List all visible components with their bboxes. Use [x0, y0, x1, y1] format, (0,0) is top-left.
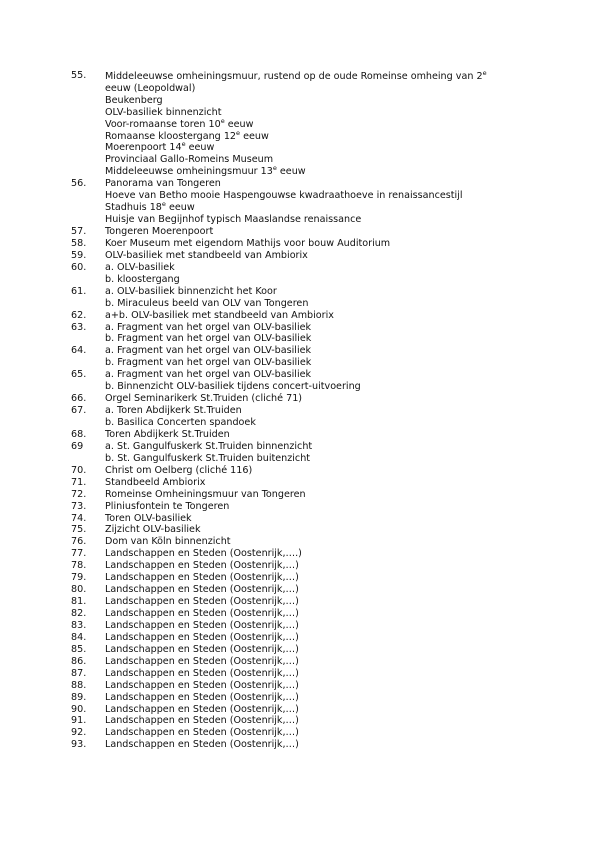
entry-line — [105, 548, 531, 560]
list-entry — [71, 369, 531, 393]
entry-text: Moerenpoort 14 — [105, 142, 182, 154]
entry-number: 73. — [71, 500, 87, 512]
entry-text: Landschappen en Steden (Oostenrijk,…) — [105, 655, 299, 667]
list-entry — [71, 524, 531, 536]
entry-text: a. OLV-basiliek — [105, 261, 175, 273]
entry-text: Pliniusfontein te Tongeren — [105, 500, 230, 512]
entry-number: 66. — [71, 393, 87, 405]
entry-text: Landschappen en Steden (Oostenrijk,…) — [105, 631, 299, 643]
list-entry — [71, 441, 531, 465]
list-entry — [71, 429, 531, 441]
entry-line — [105, 202, 531, 214]
entry-line — [105, 250, 531, 262]
entry-line — [105, 417, 531, 429]
entry-number: 67. — [71, 405, 87, 417]
entry-line — [105, 142, 531, 154]
entry-number: 92. — [71, 727, 87, 739]
entry-text: Orgel Seminarikerk St.Truiden (cliché 71) — [105, 393, 303, 405]
ordinal-superscript: e — [181, 140, 186, 149]
list-entry — [71, 322, 531, 346]
entry-text: a. St. Gangulfuskerk St.Truiden binnenzicht — [105, 440, 313, 452]
list-entry — [71, 286, 531, 310]
entry-line — [105, 596, 531, 608]
entry-number: 60. — [71, 261, 87, 273]
entry-text: b. Binnenzicht OLV-basiliek tijdens concert-uitvoering — [105, 381, 361, 393]
entry-number: 68. — [71, 428, 87, 440]
entry-text: a+b. OLV-basiliek met standbeeld van Ambiorix — [105, 309, 334, 321]
entry-text: b. Fragment van het orgel van OLV-basiliek — [105, 357, 312, 369]
entry-text: eeuw (Leopoldwal) — [105, 82, 196, 94]
entry-line — [105, 274, 531, 286]
entry-number: 84. — [71, 631, 87, 643]
entry-number: 74. — [71, 512, 87, 524]
list-entry — [71, 668, 531, 680]
entry-line — [105, 727, 531, 739]
entry-text: Landschappen en Steden (Oostenrijk,…) — [105, 560, 299, 572]
entry-text: Landschappen en Steden (Oostenrijk,…) — [105, 643, 299, 655]
entry-text: a. OLV-basiliek binnenzicht het Koor — [105, 285, 277, 297]
entry-text: Panorama van Tongeren — [105, 178, 221, 190]
entry-line — [105, 441, 531, 453]
entry-line — [105, 465, 531, 477]
entry-line — [105, 154, 531, 166]
entry-line — [105, 524, 531, 536]
entry-line — [105, 322, 531, 334]
entry-text: b. kloostergang — [105, 273, 180, 285]
entry-number: 87. — [71, 667, 87, 679]
entry-text: Toren Abdijkerk St.Truiden — [105, 428, 230, 440]
entry-text: Landschappen en Steden (Oostenrijk,…) — [105, 596, 299, 608]
entry-number: 59. — [71, 249, 87, 261]
entry-number: 75. — [71, 524, 87, 536]
list-entry — [71, 572, 531, 584]
entry-line — [105, 298, 531, 310]
entry-number: 72. — [71, 488, 87, 500]
entry-number: 82. — [71, 608, 87, 620]
ordinal-superscript: e — [236, 128, 241, 137]
entry-line — [105, 83, 531, 95]
entry-text: a. Fragment van het orgel van OLV-basiliek — [105, 345, 312, 357]
list-entry — [71, 596, 531, 608]
entry-text: eeuw — [276, 166, 306, 178]
entry-number: 83. — [71, 619, 87, 631]
entry-number: 93. — [71, 739, 87, 751]
entry-line — [105, 560, 531, 572]
entry-number: 80. — [71, 584, 87, 596]
entry-text: Stadhuis 18 — [105, 202, 162, 214]
entry-line — [105, 70, 531, 83]
entry-line — [105, 226, 531, 238]
entry-line — [105, 405, 531, 417]
list-entry — [71, 656, 531, 668]
list-entry — [71, 405, 531, 429]
entry-text: eeuw — [224, 118, 254, 130]
entry-text: Landschappen en Steden (Oostenrijk,…) — [105, 667, 299, 679]
entry-line — [105, 739, 531, 751]
entry-number: 86. — [71, 655, 87, 667]
list-entry — [71, 465, 531, 477]
list-entry — [71, 536, 531, 548]
entry-text: Zijzicht OLV-basiliek — [105, 524, 201, 536]
ordinal-superscript: e — [220, 116, 225, 125]
entry-line — [105, 286, 531, 298]
entry-line — [105, 238, 531, 250]
list-entry — [71, 584, 531, 596]
entry-number: 56. — [71, 178, 87, 190]
entry-line — [105, 656, 531, 668]
list-entry — [71, 608, 531, 620]
entry-number: 91. — [71, 715, 87, 727]
entry-number: 79. — [71, 572, 87, 584]
list-entry — [71, 262, 531, 286]
entry-line — [105, 381, 531, 393]
entry-text: OLV-basiliek binnenzicht — [105, 106, 222, 118]
entry-number: 57. — [71, 226, 87, 238]
entry-text: Landschappen en Steden (Oostenrijk,….) — [105, 548, 302, 560]
entry-line — [105, 310, 531, 322]
entry-text: Koer Museum met eigendom Mathijs voor bouw Auditorium — [105, 237, 391, 249]
list-entry — [71, 70, 531, 178]
entry-line — [105, 357, 531, 369]
entry-number: 90. — [71, 703, 87, 715]
entry-line — [105, 116, 531, 131]
entry-text: Landschappen en Steden (Oostenrijk,…) — [105, 691, 299, 703]
list-entry — [71, 548, 531, 560]
list-entry — [71, 739, 531, 751]
entry-line — [105, 572, 531, 584]
entry-line — [105, 333, 531, 345]
list-entry — [71, 632, 531, 644]
list-entry — [71, 513, 531, 525]
entry-text: Landschappen en Steden (Oostenrijk,…) — [105, 572, 299, 584]
list-entry — [71, 715, 531, 727]
entry-text: Landschappen en Steden (Oostenrijk,…) — [105, 608, 299, 620]
entry-line — [105, 214, 531, 226]
entry-text: Provinciaal Gallo-Romeins Museum — [105, 154, 274, 166]
entry-text: Huisje van Begijnhof typisch Maaslandse renaissance — [105, 214, 362, 226]
entry-number: 69 — [71, 440, 84, 452]
entry-text: Tongeren Moerenpoort — [105, 226, 214, 238]
entry-line — [105, 345, 531, 357]
list-entry — [71, 704, 531, 716]
entry-line — [105, 536, 531, 548]
list-entry — [71, 560, 531, 572]
entry-line — [105, 704, 531, 716]
entry-text: Romaanse kloostergang 12 — [105, 130, 237, 142]
entry-line — [105, 644, 531, 656]
entry-number: 61. — [71, 285, 87, 297]
entry-text: Standbeeld Ambiorix — [105, 476, 206, 488]
entry-text: Dom van Köln binnenzicht — [105, 536, 231, 548]
entry-text: OLV-basiliek met standbeeld van Ambiorix — [105, 249, 308, 261]
entry-line — [105, 632, 531, 644]
entry-text: Landschappen en Steden (Oostenrijk,…) — [105, 739, 299, 751]
entry-text: Romeinse Omheiningsmuur van Tongeren — [105, 488, 306, 500]
entry-line — [105, 668, 531, 680]
entry-text: Landschappen en Steden (Oostenrijk,…) — [105, 619, 299, 631]
entry-number: 88. — [71, 679, 87, 691]
entry-text: Beukenberg — [105, 94, 163, 106]
ordinal-superscript: e — [272, 164, 277, 173]
entry-text: a. Fragment van het orgel van OLV-basiliek — [105, 321, 312, 333]
entry-line — [105, 166, 531, 178]
entry-number: 70. — [71, 464, 87, 476]
entry-text: Voor-romaanse toren 10 — [105, 118, 221, 130]
list-entry — [71, 477, 531, 489]
entry-text: b. Fragment van het orgel van OLV-basiliek — [105, 333, 312, 345]
entry-line — [105, 107, 531, 119]
list-entry — [71, 393, 531, 405]
entry-number: 71. — [71, 476, 87, 488]
entry-number: 78. — [71, 560, 87, 572]
entry-number: 77. — [71, 548, 87, 560]
entry-text: eeuw — [165, 202, 195, 214]
entry-line — [105, 584, 531, 596]
list-entry — [71, 489, 531, 501]
entry-text: Toren OLV-basiliek — [105, 512, 192, 524]
entry-number: 85. — [71, 643, 87, 655]
entry-line — [105, 190, 531, 202]
ordinal-superscript: e — [161, 200, 166, 209]
entry-text: b. St. Gangulfuskerk St.Truiden buitenzicht — [105, 452, 311, 464]
list-entry — [71, 178, 531, 226]
entry-number: 58. — [71, 237, 87, 249]
entry-text: eeuw — [185, 142, 215, 154]
numbered-list — [71, 70, 531, 751]
entry-line — [105, 178, 531, 190]
list-entry — [71, 620, 531, 632]
list-entry — [71, 345, 531, 369]
entry-number: 65. — [71, 369, 87, 381]
list-entry — [71, 644, 531, 656]
list-entry — [71, 226, 531, 238]
list-entry — [71, 250, 531, 262]
list-entry — [71, 692, 531, 704]
list-entry — [71, 238, 531, 250]
entry-text: Landschappen en Steden (Oostenrijk,…) — [105, 727, 299, 739]
entry-text: Hoeve van Betho mooie Haspengouwse kwadraathoeve in renaissancestijl — [105, 190, 463, 202]
entry-text: Landschappen en Steden (Oostenrijk,…) — [105, 715, 299, 727]
entry-line — [105, 262, 531, 274]
entry-line — [105, 680, 531, 692]
entry-text: Landschappen en Steden (Oostenrijk,…) — [105, 584, 299, 596]
entry-line — [105, 128, 531, 143]
list-entry — [71, 501, 531, 513]
entry-text: Middeleeuwse omheiningsmuur 13 — [105, 166, 273, 178]
entry-line — [105, 369, 531, 381]
entry-line — [105, 393, 531, 405]
entry-text: b. Basilica Concerten spandoek — [105, 417, 256, 429]
list-entry — [71, 727, 531, 739]
entry-line — [105, 429, 531, 441]
entry-line — [105, 620, 531, 632]
entry-number: 62. — [71, 309, 87, 321]
ordinal-superscript: e — [482, 69, 487, 77]
list-entry — [71, 310, 531, 322]
list-entry — [71, 680, 531, 692]
entry-text: a. Toren Abdijkerk St.Truiden — [105, 405, 242, 417]
entry-line — [105, 489, 531, 501]
entry-number: 89. — [71, 691, 87, 703]
entry-line — [105, 501, 531, 513]
entry-text: b. Miraculeus beeld van OLV van Tongeren — [105, 297, 309, 309]
entry-number: 76. — [71, 536, 87, 548]
entry-line — [105, 608, 531, 620]
entry-number: 63. — [71, 321, 87, 333]
entry-number: 81. — [71, 596, 87, 608]
entry-text: Middeleeuwse omheiningsmuur, rustend op de oude Romeinse omheing van 2 — [105, 71, 483, 82]
entry-line — [105, 453, 531, 465]
entry-text: eeuw — [240, 130, 269, 142]
entry-line — [105, 95, 531, 107]
entry-text: Christ om Oelberg (cliché 116) — [105, 464, 253, 476]
entry-text: Landschappen en Steden (Oostenrijk,…) — [105, 679, 299, 691]
entry-number: 64. — [71, 345, 87, 357]
entry-text: Landschappen en Steden (Oostenrijk,…) — [105, 703, 299, 715]
entry-line — [105, 715, 531, 727]
entry-number: 55. — [71, 70, 87, 81]
entry-line — [105, 692, 531, 704]
entry-line — [105, 477, 531, 489]
entry-text: a. Fragment van het orgel van OLV-basiliek — [105, 369, 312, 381]
entry-line — [105, 513, 531, 525]
